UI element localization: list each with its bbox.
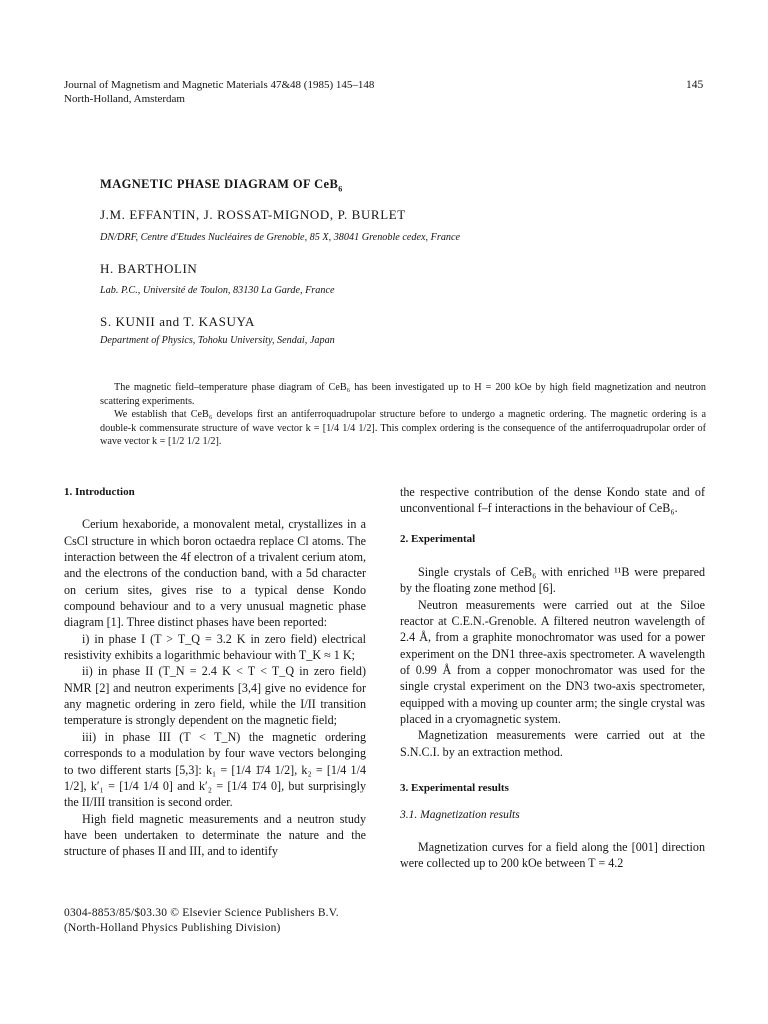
intro-continuation: the respective contribution of the dense Kondo state and of unconventional f–f interactions in the behaviour of CeB₆. xyxy=(400,485,705,516)
copyright-footer xyxy=(64,906,339,936)
experimental-paragraph-3: Magnetization measurements were carried out at the S.N.C.I. by an extraction method. xyxy=(400,728,705,759)
page-number: 145 xyxy=(686,79,704,91)
journal-citation: Journal of Magnetism and Magnetic Materials 47&48 (1985) 145–148 xyxy=(64,79,375,91)
division-line: (North-Holland Physics Publishing Division) xyxy=(64,922,281,934)
intro-item-phase-1: i) in phase I (T > T_Q = 3.2 K in zero field) electrical resistivity exhibits a logarithmic behaviour with T_K ≈ 1 K; xyxy=(64,631,366,663)
abstract-paragraph-1: The magnetic field–temperature phase diagram of CeB₆ has been investigated up to H = 200 kOe by high field magnetization and neutron scattering experiments. xyxy=(100,382,706,407)
affiliation-2: Lab. P.C., Université de Toulon, 83130 La Garde, France xyxy=(100,285,335,296)
author-list-3: S. KUNII and T. KASUYA xyxy=(100,314,255,329)
affiliation-3: Department of Physics, Tohoku University, Sendai, Japan xyxy=(100,335,335,346)
author-list-1: J.M. EFFANTIN, J. ROSSAT-MIGNOD, P. BURLET xyxy=(100,207,406,222)
abstract xyxy=(100,381,706,449)
section-heading-introduction: 1. Introduction xyxy=(64,486,135,498)
experimental-paragraph-1: Single crystals of CeB₆ with enriched ¹¹B were prepared by the floating zone method [6]. xyxy=(400,565,705,596)
author-list-2: H. BARTHOLIN xyxy=(100,261,198,276)
publisher-line: North-Holland, Amsterdam xyxy=(64,93,185,105)
paper-title xyxy=(100,177,343,194)
intro-paragraph-2: High field magnetic measurements and a neutron study have been undertaken to determinate the nature and the structure of phases II and III, and to identify xyxy=(64,811,366,859)
experimental-paragraph-2: Neutron measurements were carried out at the Siloe reactor at C.E.N.-Grenoble. A filtered neutron wavelength of 2.4 Å, from a graphite monochromator was used for a power experiment on the DN1 three-axis spectrometer. A wavelength of 0.99 Å from a copper monochromator was used for the single crystal experiment on the DN3 two-axis spectrometer, equipped with a moving up counter arm; the single crystal was placed in a cryomagnetic system. xyxy=(400,597,705,727)
left-column xyxy=(64,484,366,860)
journal-header xyxy=(64,78,374,106)
abstract-paragraph-2: We establish that CeB₆ develops first an antiferroquadrupolar structure before to undergo a magnetic ordering. The magnetic ordering is a double-k commensurate structure of wave vector k = [1/4 1/4 1/2]. This complex ordering is the consequence of the antiferroquadrupolar order of wave vector k = [1/2 1/2 1/2]. xyxy=(100,409,706,447)
paper-title-subscript: 6 xyxy=(338,184,343,194)
paper-title-text: MAGNETIC PHASE DIAGRAM OF CeB xyxy=(100,177,339,191)
intro-item-phase-3: iii) in phase III (T < T_N) the magnetic ordering corresponds to a modulation by four wave vectors belonging to two different starts [5,3]: k₁ = [1/4 1̄/4 1/2], k₂ = [1/4 1/4 1/2], k′₁ = [1/4 1/4 0] and k′₂ = [1/4 1̄/4 0], but surprisingly the II/III transition is second order. xyxy=(64,729,366,810)
affiliation-1: DN/DRF, Centre d'Etudes Nucléaires de Grenoble, 85 X, 38041 Grenoble cedex, France xyxy=(100,232,461,243)
intro-item-phase-2: ii) in phase II (T_N = 2.4 K < T < T_Q in zero field) NMR [2] and neutron experiments [3,4] give no evidence for any magnetic ordering in zero field, while the I/II transition temperature is strongly dependent on the magnetic field; xyxy=(64,664,366,728)
copyright-line: 0304-8853/85/$03.30 © Elsevier Science Publishers B.V. xyxy=(64,907,339,919)
section-heading-experimental: 2. Experimental xyxy=(400,532,476,545)
section-heading-results: 3. Experimental results xyxy=(400,782,509,795)
subsection-heading-magnetization: 3.1. Magnetization results xyxy=(400,808,520,821)
results-paragraph-1: Magnetization curves for a field along the [001] direction were collected up to 200 kOe between T = 4.2 xyxy=(400,839,705,871)
right-column xyxy=(400,484,705,872)
intro-paragraph-1: Cerium hexaboride, a monovalent metal, crystallizes in a CsCl structure in which boron octaedra replace Cl atoms. The interaction between the 4f electron of a trivalent cerium atom, and the electrons of the conduction band, with a 5d character on cerium sites, gives rise to a typical dense Kondo compound behaviour and to a very unusual magnetic phase diagram [1]. Three distinct phases have been reported: xyxy=(64,517,366,630)
